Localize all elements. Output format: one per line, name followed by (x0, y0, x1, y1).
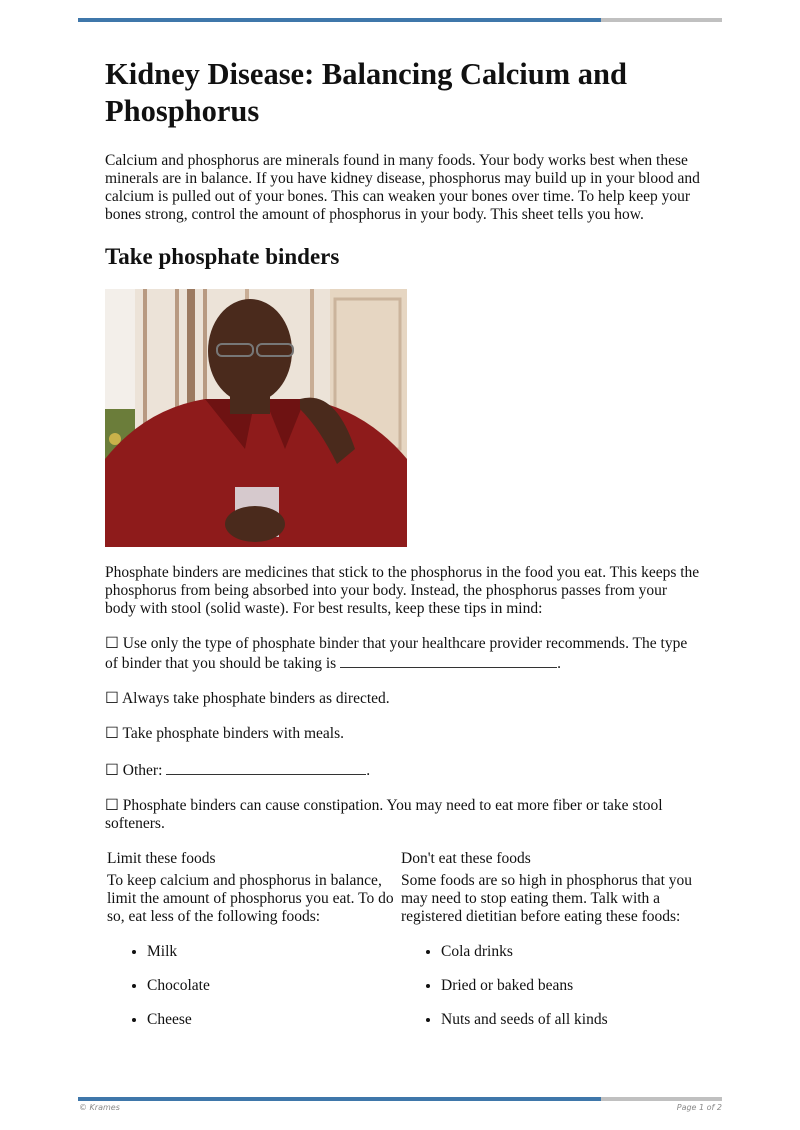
page-title: Kidney Disease: Balancing Calcium and Phosphorus (105, 57, 627, 128)
photo-man-taking-pill-icon (105, 289, 407, 547)
list-item: • Cheese (147, 1011, 401, 1029)
binders-description: Phosphate binders are medicines that stick to the phosphorus in the food you eat. This keeps the phosphorus from being absorbed into your body. Instead, the phosphorus passes from your body with stool (solid waste). For best results, keep these tips in mind: (105, 564, 700, 617)
tip-item (105, 635, 700, 673)
tip-item (105, 690, 700, 708)
avoid-foods-label: Don't eat these foods (401, 850, 531, 867)
page-number: Page 1 of 2 (676, 1103, 722, 1112)
checkbox-icon[interactable]: ☐ (105, 690, 119, 707)
limit-foods-label: Limit these foods (107, 850, 216, 867)
page-footer (79, 1103, 722, 1112)
footer-bar-blue (78, 1097, 601, 1101)
copyright-text: © Krames (79, 1103, 120, 1112)
tip-suffix: . (557, 655, 561, 672)
limit-foods-body: To keep calcium and phosphorus in balance, limit the amount of phosphorus you eat. To do so, eat less of the following foods: (107, 872, 394, 925)
checkbox-icon[interactable]: ☐ (105, 725, 119, 742)
document-body (105, 56, 700, 1045)
checkbox-icon[interactable]: ☐ (105, 635, 119, 652)
intro-paragraph: Calcium and phosphorus are minerals found in many foods. Your body works best when these minerals are in balance. If you have kidney disease, phosphorus may build up in your blood and calcium is pulled out of your bones. This can weaken your bones over time. To help keep your bones strong, control the amount of phosphorus in your body. This sheet tells you how. (105, 152, 700, 223)
tip-text: Use only the type of phosphate binder that your healthcare provider recommends. The type of binder that you should be taking is (105, 635, 688, 672)
footer-bar-grey (601, 1097, 722, 1101)
tip-text: Always take phosphate binders as directed. (121, 690, 390, 707)
header-bar-blue (78, 18, 601, 22)
avoid-foods-body: Some foods are so high in phosphorus that you may need to stop eating them. Talk with a registered dietitian before eating these foods: (401, 872, 693, 925)
tip-text: Other: (122, 762, 167, 779)
list-item: • Chocolate (147, 977, 401, 995)
other-blank-field[interactable] (166, 760, 366, 775)
tip-text: Take phosphate binders with meals. (122, 725, 344, 742)
header-bar (78, 18, 722, 22)
list-item: • Cola drinks (441, 943, 695, 961)
checkbox-icon[interactable]: ☐ (105, 797, 119, 814)
tip-text: Phosphate binders can cause constipation. You may need to eat more fiber or take stool softeners. (105, 797, 663, 832)
checkbox-icon[interactable]: ☐ (105, 762, 119, 779)
tip-item (105, 760, 700, 780)
tip-item (105, 725, 700, 743)
binder-type-blank-field[interactable] (340, 653, 557, 668)
list-item: • Nuts and seeds of all kinds (441, 1011, 695, 1029)
limit-foods-list (107, 943, 401, 1029)
header-bar-grey (601, 18, 722, 22)
footer-bar (78, 1097, 722, 1101)
tip-item (105, 797, 700, 833)
food-columns (107, 850, 700, 1045)
limit-foods-column (107, 850, 401, 1045)
avoid-foods-list (401, 943, 695, 1029)
list-item: • Dried or baked beans (441, 977, 695, 995)
section-heading-binders: Take phosphate binders (105, 244, 340, 269)
list-item: • Milk (147, 943, 401, 961)
avoid-foods-column (401, 850, 695, 1045)
tip-suffix: . (366, 762, 371, 779)
